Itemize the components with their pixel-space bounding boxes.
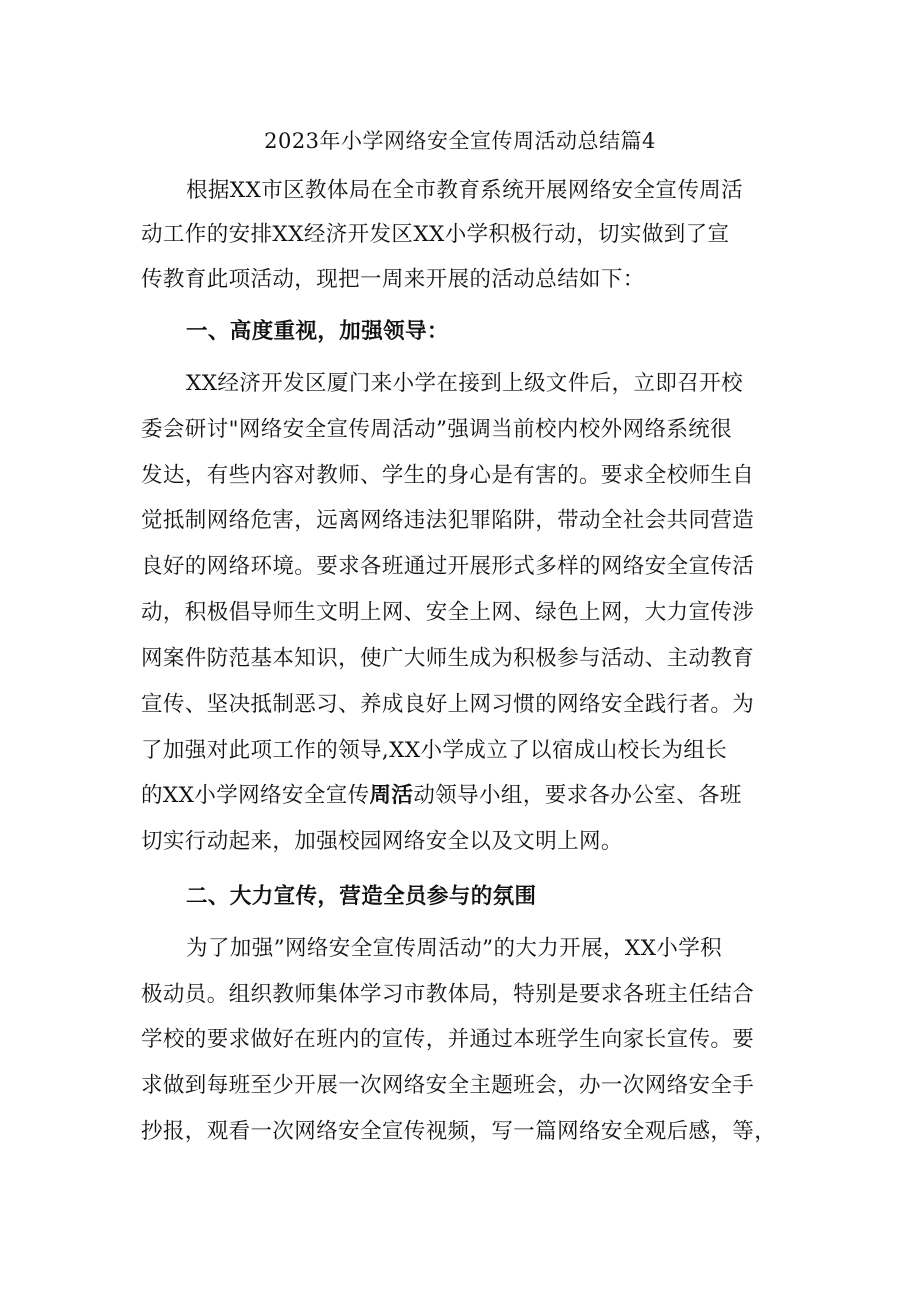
section1-line-11: 切实行动起来，加强校园网络安全以及文明上网。 (141, 829, 623, 854)
section1-line-9: 了加强对此项工作的领导,XX小学成立了以宿成山校长为组长 (141, 738, 728, 763)
section2-line-1: 为了加强”网络安全宣传周活动”的大力开展，XX小学积 (186, 936, 722, 961)
section1-line-10 (141, 781, 742, 811)
section1-line-10-part-b: 动领导小组，要求各办公室、各班 (413, 783, 742, 808)
intro-line-3: 传教育此项活动，现把一周来开展的活动总结如下： (141, 267, 645, 292)
intro-line-2: 动工作的安排XX经济开发区XX小学积极行动，切实做到了宣 (141, 222, 730, 247)
document-title: 2023年小学网络安全宣传周活动总结篇4 (264, 129, 656, 153)
section2-line-3: 学校的要求做好在班内的宣传，并通过本班学生向家长宣传。要 (141, 1027, 755, 1052)
section2-heading: 二、大力宣传，营造全员参与的氛围 (186, 884, 537, 909)
section1-line-10-bold: 周活 (369, 783, 414, 808)
section1-line-7: 网案件防范基本知识，使广大师生成为积极参与活动、主动教育 (141, 646, 755, 671)
section1-line-5: 良好的网络环境。要求各班通过开展形式多样的网络安全宣传活 (141, 554, 755, 579)
intro-line-1: 根据XX市区教体局在全市教育系统开展网络安全宣传周活 (186, 178, 744, 203)
section1-line-1: XX经济开发区厦门来小学在接到上级文件后，立即召开校 (186, 371, 744, 396)
section1-heading: 一、高度重视，加强领导： (186, 319, 449, 344)
section1-line-3: 发达，有些内容对教师、学生的身心是有害的。要求全校师生自 (141, 463, 755, 488)
section1-line-8: 宣传、坚决抵制恶习、养成良好上网习惯的网络安全践行者。为 (141, 692, 755, 717)
section1-line-6: 动，积极倡导师生文明上网、安全上网、绿色上网，大力宣传涉 (141, 600, 755, 625)
section1-line-10-part-a: 的XX小学网络安全宣传 (141, 783, 370, 808)
section2-line-4: 求做到每班至少开展一次网络安全主题班会，办一次网络安全手 (141, 1073, 755, 1098)
section2-line-5: 抄报，观看一次网络安全宣传视频，写一篇网络安全观后感，等， (141, 1119, 777, 1144)
section1-line-4: 觉抵制网络危害，远离网络违法犯罪陷阱，带动全社会共同营造 (141, 508, 755, 533)
section1-line-2: 委会研讨"网络安全宣传周活动”强调当前校内校外网络系统很 (141, 417, 733, 442)
section2-line-2: 极动员。组织教师集体学习市教体局，特别是要求各班主任结合 (141, 982, 755, 1007)
